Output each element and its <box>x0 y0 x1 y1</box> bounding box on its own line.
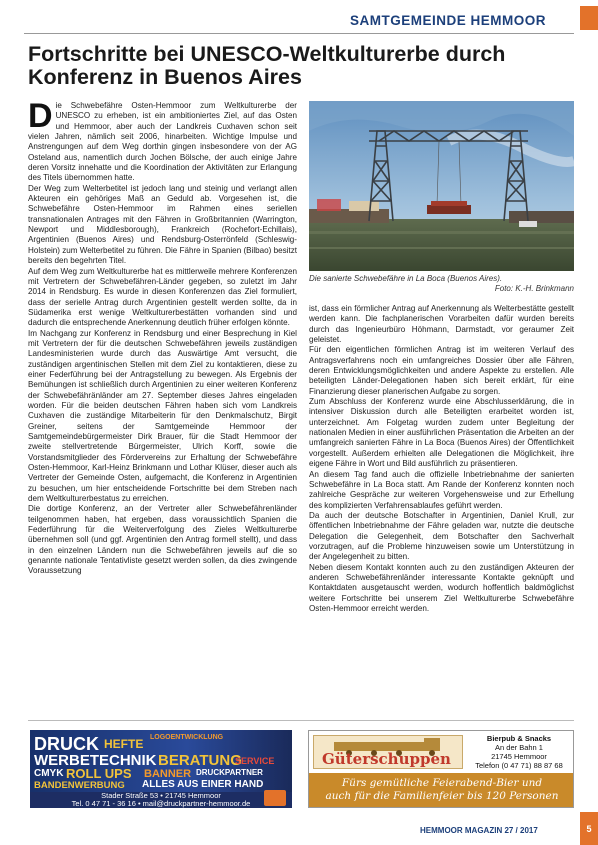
magazine-footer: HEMMOOR MAGAZIN 27 / 2017 <box>420 826 538 835</box>
section-tab <box>580 6 598 30</box>
paragraph: Auf dem Weg zum Weltkulturerbe hat es mittlerweile mehrere Konferenzen mit Vertretern der Schwebefähren-Länder gegeben, so zuletzt im Jahr 2014 in Rendsburg. Es wurde in diesen Konferenzen das Ziel formuliert, dass der serielle Antrag durch Argentinien gestellt werden sollte, da in Südamerika erst wenige Weltkulturerbestätten vorhanden sind und dadurch die entsprechende Anerkennung deutlich früher erfolgen könnte. <box>28 266 297 328</box>
drop-cap: D <box>28 97 53 135</box>
ad-druckpartner: DRUCKPARTNER <box>196 768 263 777</box>
divider <box>28 720 574 721</box>
photo-credit: Foto: K.-H. Brinkmann <box>494 284 574 293</box>
paragraph-text: ie Schwebefähre Osten-Hemmoor zum Weltkulturerbe der UNESCO zu erheben, ist ein ambitioniertes Ziel, auf das Osten und Hemmoor, aber auch der Landkreis Cuxhaven schon seit vielen Jahren, nämlich seit 2006, hinarbeiten. Wichtige Impulse und Anstrengungen auf dem Weg dorthin gingen insbesondere von der AG Osteland aus, namentlich durch Jochen Bölsche, der auch einige Jahre deren Vorsitz innehatte und die Koordination der Aktivitäten zur Erlangung des Titels übernommen hatte. <box>28 101 297 183</box>
ad-rollups: ROLL UPS <box>66 766 132 781</box>
ad-gueter-city: 21745 Hemmoor <box>491 752 547 761</box>
paragraph: Da auch der deutsche Botschafter in Argentinien, Daniel Krull, zur öffentlichen Inbetriebnahme der Fähre geladen war, nutzte die deutsche Delegation die Gelegenheit, dem Botschafter den Sachverhalt vorzutragen, auf die Probleme hinzuweisen sowie um Unterstützung in der Angelegenheit zu bitten. <box>309 510 574 562</box>
paragraph: Zum Abschluss der Konferenz wurde eine Abschlusserklärung, die in intensiver Diskussion durch alle Beteiligten erarbeitet worden ist, unterzeichnet. Am Folgetag wurden zudem unter Begleitung der nationalen Medien in einer ausführlichen Präsentation die Arbeiten an der umfangreich sanierten Fähre in La Boca (Buenos Aires) der Öffentlichkeit vorgestellt. Außerdem erhielten alle Delegationen die Möglichkeit, ihre eigene Fähre in Wort und Bild ausführlich zu präsentieren. <box>309 397 574 469</box>
ad-banner: BANNER <box>144 768 192 780</box>
ad-gueter-street: An der Bahn 1 <box>495 743 543 752</box>
ad-train-logo <box>313 735 463 769</box>
ad-bandenwerbung: BANDENWERBUNG <box>34 780 125 791</box>
paragraph: Neben diesem Kontakt konnten auch zu den zuständigen Akteuren der anderen Schwebefährenländer interessante Kontakte geknüpft und Kontaktdaten ausgetauscht werden, wodurch hoffentlich baldmöglichst weitere Fortschritte bei unserem Ziel Weltkulturerbe Schwebefähre Osten-Hemmoor erreicht werden. <box>309 562 574 613</box>
page-header <box>24 10 574 34</box>
ad-gueter-name: Güterschuppen <box>322 750 451 768</box>
paragraph: Der Weg zum Welterbetitel ist jedoch lang und steinig und verlangt allen Akteuren ein gehöriges Maß an Geduld ab. Vorgesehen ist, die Schwebefähre Osten-Hemmoor im Rahmen eines seriellen transnationalen Antrages mit den Fähren in Großbritannien (Warrington, Newport und Middlesborough), Frankreich (Rochefort-Echillais), Argentinien (Buenos Aires) und Rendsburg-Osterrönfeld (Schleswig-Holstein) zum Welterbetitel zu führen. Die Fähre in Spanien (Bilbao) besitzt bereits den begehrten Titel. <box>28 183 297 266</box>
caption-text: Die sanierte Schwebefähre in La Boca (Buenos Aires). <box>309 274 503 283</box>
paragraph: Die dortige Konferenz, an der Vertreter aller Schwebefährenländer teilgenommen haben, hat ergeben, dass voraussichtlich Spanien die Federführung für die Weiterverfolgung des Zieles Weltkulturerbe übernehmen soll (und ggf. Argentinien den Antrag formell stellt), und dass in den einzelnen Ländern nun die Schwebefähren jeweils auf die so genannte nationale Tentativliste gesetzt werden sollen, da dies zwingende Voraussetzung <box>28 504 297 576</box>
page-number: 5 <box>580 812 598 845</box>
ad-gueter-biz: Bierpub & Snacks <box>486 734 552 743</box>
gueterschuppen-advert[interactable] <box>308 730 574 808</box>
paragraph: ist, dass ein förmlicher Antrag auf Anerkennung als Welterbestätte gestellt werden kann. Die fachplanerischen Vorarbeiten dafür wurden bereits durch das Ingenieurbüro Höhmann, Darmstadt, vor geraumer Zeit geleistet. <box>309 304 574 345</box>
ad-druck-word: DRUCK <box>34 734 99 754</box>
ad-cmyk: CMYK <box>34 768 64 779</box>
ad-druck-logo-icon <box>264 790 286 806</box>
paragraph <box>28 97 297 184</box>
ad-slogan-line1: Fürs gemütliche Feierabend-Bier und <box>341 777 543 789</box>
ad-gueter-info <box>469 734 569 770</box>
paragraph: Im Nachgang zur Konferenz in Rendsburg und einer Besprechung in Kiel mit Vertretern der für die deutschen Schwebefähren jeweils zuständigen Landesministerien wurde durch das Auswärtige Amt versucht, die zuständigen argentinischen Stellen mit dem Ziel zu kontaktieren, diese zu einer Federführung bei der Antragstellung zu bewegen. Als Ergebnis der Bemühungen ist schließlich durch Argentinien zu einer weiteren Konferenz der Schwebefähränländer am 27. September dieses Jahres eingeladen worden. Für die beiden deutschen Fähren haben sich vom Landkreis Cuxhaven die zuständige Mitarbeiterin für den Denkmalschutz, Birgit Greiner, seitens der Samtgemeinde Hemmoor der Samtgemeindebürgermeister Dirk Brauer, für die Stadt Hemmoor der zweite stellvertretende Bürgermeister, Ulrich Korff, sowie die Vorstandsmitglieder des Fördervereins zur Erhaltung der Schwebefähre Osten-Hemmoor, Karl-Heinz Brinkmann und Lothar Klüser, dieser auch als Vertreter der Gemeinde Osten, aufgemacht, die Konferenz in Argentinien zu besuchen, um hier entscheidende Fortschritte bei dem Streben nach dem Weltkulturerbestatus zu erreichen. <box>28 328 297 504</box>
ad-service: SERVICE <box>235 756 275 766</box>
ad-druck-footer <box>30 792 292 808</box>
bridge-illustration <box>309 101 574 271</box>
photo-caption <box>309 274 574 294</box>
ad-alles: ALLES AUS EINER HAND <box>142 779 264 790</box>
transporter-bridge-photo <box>309 101 574 271</box>
ad-beratung: BERATUNG <box>158 752 242 769</box>
druckpartner-advert[interactable] <box>30 730 292 808</box>
ad-hefte: HEFTE <box>104 737 144 751</box>
ad-gueter-phone: Telefon (0 47 71) 88 87 68 <box>475 761 563 770</box>
section-label: SAMTGEMEINDE HEMMOOR <box>349 13 546 28</box>
ad-werbetechnik: WERBETECHNIK <box>34 752 157 769</box>
paragraph: An diesem Tag fand auch die offizielle Inbetriebnahme der sanierten Schwebefähre in La Boca statt. Am Rande der Konferenz konnten noch zahlreiche Gespräche zur weiteren Vorgehensweise und zur Erhellung des komplizierten Verfahrensablaufes geführt werden. <box>309 469 574 510</box>
ad-gueter-slogan <box>309 773 574 808</box>
article-column-right <box>309 304 574 614</box>
paragraph: Für den eigentlichen förmlichen Antrag ist im weiteren Verlauf des Antragsverfahrens noch ein umfangreiches Dossier über alle Fähren, deren Entwicklungsmöglichkeiten und andere Aspekte zu erstellen. Alle beteiligten Länder-Delegationen haben sich bereit erklärt, für eine Finanzierung dieser planerischen Aufgabe zu sorgen. <box>309 345 574 396</box>
ad-logo-tag: LOGOENTWICKLUNG <box>150 734 224 741</box>
article-title: Fortschritte bei UNESCO-Weltkulturerbe durch Konferenz in Buenos Aires <box>28 42 506 89</box>
ad-slogan-line2: auch für die Familienfeier bis 120 Personen <box>325 790 559 802</box>
ad-druck-contact: Tel. 0 47 71 - 36 16 • mail@druckpartner-hemmoor.de <box>71 799 251 808</box>
article-column-left <box>28 97 297 577</box>
ad-druck-address: Stader Straße 53 • 21745 Hemmoor <box>101 791 221 800</box>
